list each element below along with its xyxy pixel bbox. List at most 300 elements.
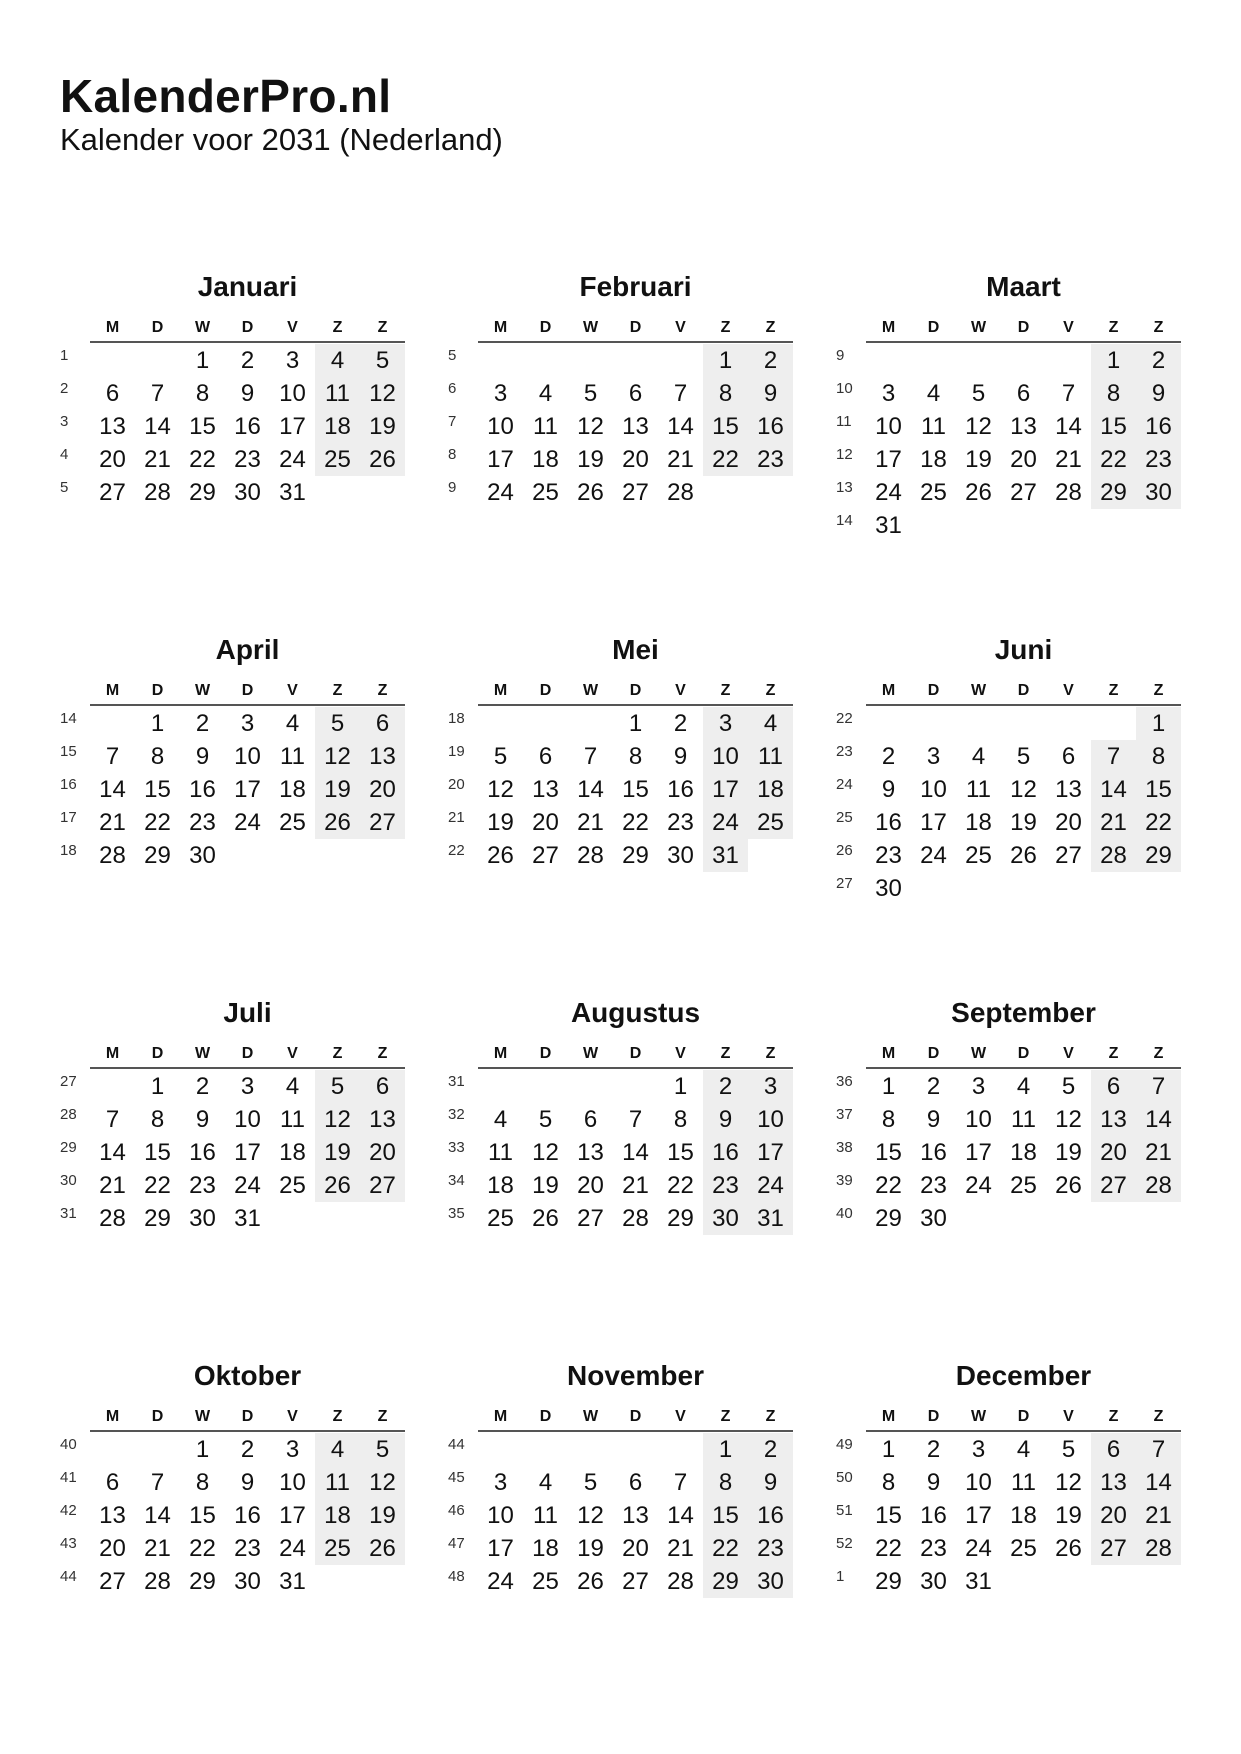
month-title: December bbox=[955, 1360, 1092, 1391]
day-cell: 29 bbox=[189, 1568, 216, 1595]
day-cell: 10 bbox=[234, 743, 261, 770]
day-cell: 26 bbox=[965, 479, 992, 506]
day-cell: 24 bbox=[965, 1172, 992, 1199]
day-cell: 19 bbox=[577, 446, 604, 473]
week-number: 44 bbox=[448, 1436, 465, 1453]
day-cell: 29 bbox=[1100, 479, 1127, 506]
day-cell: 14 bbox=[622, 1139, 649, 1166]
day-cell: 12 bbox=[487, 776, 514, 803]
day-cell: 23 bbox=[189, 809, 216, 836]
weekday-label: D bbox=[151, 319, 164, 336]
day-cell: 2 bbox=[195, 1073, 210, 1100]
weekday-label: Z bbox=[1108, 1408, 1119, 1425]
day-cell: 20 bbox=[1100, 1139, 1127, 1166]
day-cell: 22 bbox=[189, 446, 216, 473]
day-cell: 4 bbox=[538, 1469, 553, 1496]
day-cell: 25 bbox=[920, 479, 947, 506]
weekday-label: D bbox=[241, 1045, 254, 1062]
day-cell: 12 bbox=[324, 743, 351, 770]
weekday-label: D bbox=[151, 1045, 164, 1062]
day-cell: 13 bbox=[1100, 1106, 1127, 1133]
week-number: 45 bbox=[448, 1469, 465, 1486]
weekday-label: Z bbox=[377, 1408, 388, 1425]
day-cell: 8 bbox=[881, 1106, 896, 1133]
header-divider bbox=[866, 704, 1181, 706]
day-cell: 8 bbox=[150, 1106, 165, 1133]
day-cell: 23 bbox=[920, 1172, 947, 1199]
week-number: 1 bbox=[836, 1568, 845, 1585]
weekday-label: D bbox=[539, 682, 552, 699]
day-cell: 9 bbox=[763, 1469, 778, 1496]
day-cell: 24 bbox=[234, 809, 261, 836]
day-cell: 21 bbox=[667, 446, 694, 473]
month-juli bbox=[60, 996, 405, 1296]
weekday-label: D bbox=[539, 1408, 552, 1425]
day-cell: 21 bbox=[667, 1535, 694, 1562]
weekday-label: V bbox=[1063, 319, 1074, 336]
day-cell: 14 bbox=[1145, 1106, 1172, 1133]
day-cell: 17 bbox=[712, 776, 739, 803]
day-cell: 25 bbox=[965, 842, 992, 869]
day-cell: 8 bbox=[150, 743, 165, 770]
day-cell: 13 bbox=[99, 413, 126, 440]
day-cell: 2 bbox=[240, 1436, 255, 1463]
day-cell: 14 bbox=[577, 776, 604, 803]
day-cell: 16 bbox=[712, 1139, 739, 1166]
day-cell: 24 bbox=[712, 809, 739, 836]
weekday-label: Z bbox=[332, 682, 343, 699]
weekday-label: V bbox=[1063, 1045, 1074, 1062]
weekday-label: W bbox=[194, 319, 211, 336]
weekday-header bbox=[478, 681, 793, 705]
weekday-label: D bbox=[629, 682, 642, 699]
day-cell: 24 bbox=[875, 479, 902, 506]
day-cell: 5 bbox=[375, 347, 390, 374]
month-title: April bbox=[215, 634, 280, 665]
day-cell: 5 bbox=[971, 380, 986, 407]
day-cell: 30 bbox=[667, 842, 694, 869]
day-cell: 16 bbox=[920, 1502, 947, 1529]
day-cell: 9 bbox=[195, 1106, 210, 1133]
weekday-label: Z bbox=[1153, 319, 1164, 336]
weekday-label: D bbox=[927, 1045, 940, 1062]
weekday-label: D bbox=[241, 319, 254, 336]
day-cell: 6 bbox=[1061, 743, 1076, 770]
header-divider bbox=[90, 1430, 405, 1432]
day-cell: 12 bbox=[1010, 776, 1037, 803]
weekday-header bbox=[478, 1407, 793, 1431]
day-cell: 14 bbox=[1055, 413, 1082, 440]
day-cell: 12 bbox=[1055, 1469, 1082, 1496]
day-cell: 18 bbox=[757, 776, 784, 803]
week-number: 12 bbox=[836, 446, 853, 463]
day-cell: 28 bbox=[99, 1205, 126, 1232]
day-cell: 17 bbox=[920, 809, 947, 836]
week-number: 36 bbox=[836, 1073, 853, 1090]
day-cell: 24 bbox=[279, 446, 306, 473]
day-cell: 28 bbox=[99, 842, 126, 869]
month-title: Januari bbox=[197, 271, 298, 302]
weekday-label: Z bbox=[765, 1045, 776, 1062]
weekday-label: Z bbox=[720, 319, 731, 336]
day-cell: 4 bbox=[330, 1436, 345, 1463]
day-cell: 19 bbox=[487, 809, 514, 836]
weekday-label: Z bbox=[1108, 1045, 1119, 1062]
day-cell: 15 bbox=[189, 1502, 216, 1529]
weekday-label: V bbox=[287, 682, 298, 699]
header-divider bbox=[90, 341, 405, 343]
weekday-header bbox=[478, 318, 793, 342]
day-cell: 29 bbox=[875, 1205, 902, 1232]
day-cell: 21 bbox=[144, 1535, 171, 1562]
day-cell: 5 bbox=[330, 1073, 345, 1100]
day-cell: 6 bbox=[105, 1469, 120, 1496]
day-cell: 3 bbox=[763, 1073, 778, 1100]
day-cell: 6 bbox=[1106, 1436, 1121, 1463]
day-cell: 24 bbox=[920, 842, 947, 869]
weekday-label: Z bbox=[765, 1408, 776, 1425]
day-cell: 5 bbox=[583, 380, 598, 407]
weekday-header bbox=[866, 681, 1181, 705]
week-number: 3 bbox=[60, 413, 69, 430]
day-cell: 3 bbox=[971, 1073, 986, 1100]
header-divider bbox=[90, 704, 405, 706]
day-cell: 18 bbox=[532, 446, 559, 473]
day-cell: 4 bbox=[285, 1073, 300, 1100]
day-cell: 1 bbox=[881, 1073, 896, 1100]
day-cell: 19 bbox=[532, 1172, 559, 1199]
day-cell: 3 bbox=[926, 743, 941, 770]
day-cell: 12 bbox=[324, 1106, 351, 1133]
day-cell: 30 bbox=[920, 1205, 947, 1232]
day-cell: 16 bbox=[189, 776, 216, 803]
day-cell: 5 bbox=[583, 1469, 598, 1496]
day-cell: 18 bbox=[279, 776, 306, 803]
weekday-header bbox=[90, 318, 405, 342]
month-title: September bbox=[951, 997, 1096, 1028]
weekday-label: V bbox=[287, 1408, 298, 1425]
day-cell: 15 bbox=[189, 413, 216, 440]
week-number: 18 bbox=[60, 842, 77, 859]
day-cell: 12 bbox=[1055, 1106, 1082, 1133]
weekday-label: W bbox=[194, 1408, 211, 1425]
weekday-label: Z bbox=[765, 682, 776, 699]
day-cell: 20 bbox=[369, 776, 396, 803]
week-number: 17 bbox=[60, 809, 77, 826]
day-cell: 5 bbox=[493, 743, 508, 770]
day-cell: 8 bbox=[195, 1469, 210, 1496]
day-cell: 13 bbox=[622, 413, 649, 440]
day-cell: 5 bbox=[1061, 1436, 1076, 1463]
weekday-label: V bbox=[1063, 682, 1074, 699]
site-title: KalenderPro.nl bbox=[60, 70, 392, 122]
weekday-label: Z bbox=[1108, 319, 1119, 336]
month-mei bbox=[448, 633, 793, 933]
day-cell: 11 bbox=[1011, 1106, 1036, 1133]
day-cell: 8 bbox=[628, 743, 643, 770]
week-number: 31 bbox=[448, 1073, 465, 1090]
day-cell: 11 bbox=[488, 1139, 513, 1166]
week-number: 37 bbox=[836, 1106, 853, 1123]
week-number: 10 bbox=[836, 380, 853, 397]
week-number: 25 bbox=[836, 809, 853, 826]
weekday-label: W bbox=[582, 682, 599, 699]
day-cell: 18 bbox=[279, 1139, 306, 1166]
day-cell: 5 bbox=[1016, 743, 1031, 770]
day-cell: 25 bbox=[1010, 1535, 1037, 1562]
day-cell: 1 bbox=[1106, 347, 1121, 374]
day-cell: 9 bbox=[926, 1106, 941, 1133]
day-cell: 13 bbox=[1010, 413, 1037, 440]
header-divider bbox=[866, 341, 1181, 343]
week-number: 27 bbox=[60, 1073, 77, 1090]
day-cell: 11 bbox=[533, 1502, 558, 1529]
day-cell: 2 bbox=[763, 347, 778, 374]
week-number: 7 bbox=[448, 413, 457, 430]
weekday-header bbox=[90, 1407, 405, 1431]
day-cell: 29 bbox=[1145, 842, 1172, 869]
day-cell: 4 bbox=[926, 380, 941, 407]
day-cell: 24 bbox=[487, 479, 514, 506]
weekday-label: Z bbox=[332, 1045, 343, 1062]
day-cell: 19 bbox=[1055, 1502, 1082, 1529]
day-cell: 31 bbox=[875, 512, 902, 539]
day-cell: 26 bbox=[324, 1172, 351, 1199]
day-cell: 26 bbox=[369, 446, 396, 473]
week-number: 48 bbox=[448, 1568, 465, 1585]
day-cell: 2 bbox=[881, 743, 896, 770]
day-cell: 8 bbox=[881, 1469, 896, 1496]
month-oktober bbox=[60, 1359, 405, 1659]
week-number: 15 bbox=[60, 743, 77, 760]
weekday-label: M bbox=[881, 682, 896, 699]
week-number: 22 bbox=[836, 710, 853, 727]
weekday-label: Z bbox=[765, 319, 776, 336]
day-cell: 8 bbox=[1106, 380, 1121, 407]
day-cell: 11 bbox=[1011, 1469, 1036, 1496]
week-number: 21 bbox=[448, 809, 465, 826]
day-cell: 10 bbox=[757, 1106, 784, 1133]
day-cell: 25 bbox=[757, 809, 784, 836]
weekday-label: D bbox=[927, 682, 940, 699]
weekday-label: V bbox=[1063, 1408, 1074, 1425]
day-cell: 11 bbox=[280, 743, 305, 770]
day-cell: 12 bbox=[369, 380, 396, 407]
day-cell: 13 bbox=[622, 1502, 649, 1529]
week-number: 20 bbox=[448, 776, 465, 793]
day-cell: 25 bbox=[532, 479, 559, 506]
day-cell: 16 bbox=[1145, 413, 1172, 440]
day-cell: 7 bbox=[1106, 743, 1121, 770]
day-cell: 21 bbox=[1145, 1139, 1172, 1166]
day-cell: 15 bbox=[712, 413, 739, 440]
day-cell: 2 bbox=[673, 710, 688, 737]
weekday-label: D bbox=[539, 1045, 552, 1062]
day-cell: 23 bbox=[757, 446, 784, 473]
day-cell: 28 bbox=[1055, 479, 1082, 506]
day-cell: 3 bbox=[285, 347, 300, 374]
day-cell: 10 bbox=[875, 413, 902, 440]
week-number: 32 bbox=[448, 1106, 465, 1123]
weekday-header bbox=[866, 1407, 1181, 1431]
week-number: 4 bbox=[60, 446, 69, 463]
day-cell: 27 bbox=[99, 479, 126, 506]
day-cell: 15 bbox=[667, 1139, 694, 1166]
day-cell: 30 bbox=[1145, 479, 1172, 506]
day-cell: 3 bbox=[881, 380, 896, 407]
day-cell: 2 bbox=[1151, 347, 1166, 374]
day-cell: 30 bbox=[875, 875, 902, 902]
day-cell: 3 bbox=[240, 710, 255, 737]
day-cell: 28 bbox=[667, 479, 694, 506]
weekday-label: D bbox=[1017, 319, 1030, 336]
weekday-label: V bbox=[675, 1045, 686, 1062]
day-cell: 27 bbox=[532, 842, 559, 869]
weekday-header bbox=[866, 1044, 1181, 1068]
day-cell: 15 bbox=[144, 776, 171, 803]
day-cell: 4 bbox=[971, 743, 986, 770]
day-cell: 11 bbox=[921, 413, 946, 440]
day-cell: 20 bbox=[532, 809, 559, 836]
week-number: 27 bbox=[836, 875, 853, 892]
day-cell: 6 bbox=[1106, 1073, 1121, 1100]
day-cell: 18 bbox=[487, 1172, 514, 1199]
day-cell: 22 bbox=[875, 1172, 902, 1199]
day-cell: 16 bbox=[234, 413, 261, 440]
header-divider bbox=[866, 1430, 1181, 1432]
week-number: 29 bbox=[60, 1139, 77, 1156]
day-cell: 7 bbox=[1151, 1073, 1166, 1100]
weekday-label: Z bbox=[377, 319, 388, 336]
day-cell: 20 bbox=[622, 446, 649, 473]
day-cell: 22 bbox=[667, 1172, 694, 1199]
day-cell: 24 bbox=[757, 1172, 784, 1199]
day-cell: 17 bbox=[487, 446, 514, 473]
day-cell: 13 bbox=[369, 1106, 396, 1133]
day-cell: 27 bbox=[577, 1205, 604, 1232]
day-cell: 17 bbox=[875, 446, 902, 473]
week-number: 43 bbox=[60, 1535, 77, 1552]
week-number: 11 bbox=[836, 413, 852, 430]
day-cell: 31 bbox=[234, 1205, 261, 1232]
weekday-label: W bbox=[582, 319, 599, 336]
day-cell: 30 bbox=[920, 1568, 947, 1595]
day-cell: 6 bbox=[628, 380, 643, 407]
day-cell: 22 bbox=[712, 1535, 739, 1562]
day-cell: 29 bbox=[622, 842, 649, 869]
day-cell: 18 bbox=[920, 446, 947, 473]
weekday-label: Z bbox=[332, 1408, 343, 1425]
day-cell: 5 bbox=[1061, 1073, 1076, 1100]
month-september bbox=[836, 996, 1181, 1296]
weekday-label: V bbox=[675, 1408, 686, 1425]
day-cell: 11 bbox=[280, 1106, 305, 1133]
day-cell: 3 bbox=[718, 710, 733, 737]
weekday-label: W bbox=[194, 682, 211, 699]
day-cell: 28 bbox=[577, 842, 604, 869]
day-cell: 10 bbox=[234, 1106, 261, 1133]
day-cell: 30 bbox=[189, 842, 216, 869]
day-cell: 22 bbox=[1100, 446, 1127, 473]
day-cell: 20 bbox=[577, 1172, 604, 1199]
day-cell: 4 bbox=[538, 380, 553, 407]
day-cell: 14 bbox=[1100, 776, 1127, 803]
header-divider bbox=[478, 1067, 793, 1069]
day-cell: 26 bbox=[324, 809, 351, 836]
day-cell: 5 bbox=[330, 710, 345, 737]
month-februari bbox=[448, 270, 793, 570]
week-number: 42 bbox=[60, 1502, 77, 1519]
day-cell: 8 bbox=[1151, 743, 1166, 770]
day-cell: 9 bbox=[926, 1469, 941, 1496]
week-number: 50 bbox=[836, 1469, 853, 1486]
day-cell: 19 bbox=[324, 776, 351, 803]
day-cell: 11 bbox=[533, 413, 558, 440]
day-cell: 18 bbox=[965, 809, 992, 836]
day-cell: 2 bbox=[926, 1073, 941, 1100]
day-cell: 9 bbox=[881, 776, 896, 803]
day-cell: 23 bbox=[189, 1172, 216, 1199]
weekday-label: M bbox=[493, 682, 508, 699]
day-cell: 21 bbox=[99, 809, 126, 836]
day-cell: 7 bbox=[1151, 1436, 1166, 1463]
weekday-label: M bbox=[105, 682, 120, 699]
week-number: 14 bbox=[60, 710, 77, 727]
weekday-label: M bbox=[881, 1408, 896, 1425]
day-cell: 28 bbox=[1145, 1172, 1172, 1199]
day-cell: 27 bbox=[1055, 842, 1082, 869]
day-cell: 21 bbox=[1145, 1502, 1172, 1529]
weekday-label: W bbox=[970, 682, 987, 699]
day-cell: 7 bbox=[105, 1106, 120, 1133]
day-cell: 9 bbox=[673, 743, 688, 770]
day-cell: 5 bbox=[375, 1436, 390, 1463]
day-cell: 13 bbox=[1055, 776, 1082, 803]
day-cell: 9 bbox=[195, 743, 210, 770]
day-cell: 4 bbox=[285, 710, 300, 737]
day-cell: 4 bbox=[330, 347, 345, 374]
day-cell: 22 bbox=[712, 446, 739, 473]
day-cell: 23 bbox=[234, 446, 261, 473]
week-number: 9 bbox=[836, 347, 845, 364]
day-cell: 11 bbox=[325, 1469, 350, 1496]
day-cell: 26 bbox=[1055, 1172, 1082, 1199]
day-cell: 22 bbox=[1145, 809, 1172, 836]
weekday-label: Z bbox=[720, 1045, 731, 1062]
weekday-label: M bbox=[105, 319, 120, 336]
day-cell: 19 bbox=[1055, 1139, 1082, 1166]
day-cell: 28 bbox=[1100, 842, 1127, 869]
day-cell: 17 bbox=[279, 413, 306, 440]
day-cell: 7 bbox=[673, 1469, 688, 1496]
day-cell: 26 bbox=[487, 842, 514, 869]
day-cell: 29 bbox=[144, 1205, 171, 1232]
weekday-label: D bbox=[1017, 1408, 1030, 1425]
day-cell: 20 bbox=[1055, 809, 1082, 836]
day-cell: 12 bbox=[577, 413, 604, 440]
day-cell: 10 bbox=[487, 413, 514, 440]
day-cell: 8 bbox=[195, 380, 210, 407]
day-cell: 2 bbox=[240, 347, 255, 374]
week-number: 23 bbox=[836, 743, 853, 760]
day-cell: 13 bbox=[1100, 1469, 1127, 1496]
day-cell: 25 bbox=[487, 1205, 514, 1232]
day-cell: 16 bbox=[757, 1502, 784, 1529]
day-cell: 21 bbox=[99, 1172, 126, 1199]
weekday-label: D bbox=[629, 319, 642, 336]
day-cell: 19 bbox=[369, 1502, 396, 1529]
month-januari bbox=[60, 270, 405, 570]
